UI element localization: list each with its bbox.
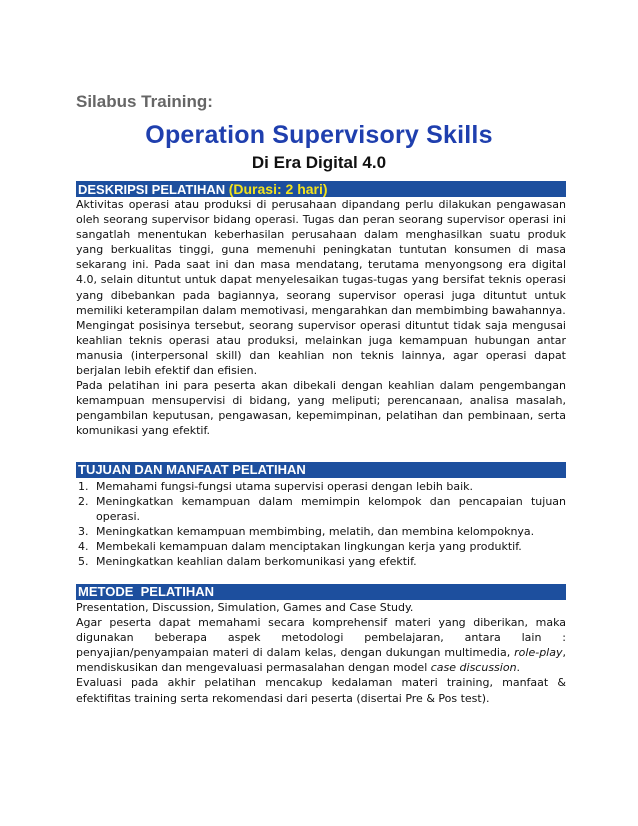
method-text-part: Agar peserta dapat memahami secara komprehensif materi yang diberikan, maka digunakan beberapa aspek metodologi pembelajaran, antara lain : penyajian/penyampaian materi di dalam kelas, dengan dukungan multimedia,: [76, 616, 566, 660]
section-header-tujuan: [76, 462, 566, 478]
course-title: Operation Supervisory Skills: [145, 121, 493, 149]
list-item-text: Membekali kemampuan dalam menciptakan lingkungan kerja yang produktif.: [96, 540, 522, 554]
method-paragraph: [76, 615, 566, 675]
method-text-part: , mendiskusikan dan mengevaluasi permasalahan dengan model: [76, 646, 566, 675]
section-heading: DESKRIPSI PELATIHAN: [78, 182, 226, 197]
section-header-metode: [76, 584, 566, 600]
role-play-term: role-play: [514, 646, 563, 660]
list-item-text: Memahami fungsi-fungsi utama supervisi operasi dengan lebih baik.: [96, 480, 474, 493]
section-heading: METODE PELATIHAN: [78, 584, 215, 599]
description-paragraph: Pada pelatihan ini para peserta akan dibekali dengan keahlian dalam pengembangan kemampuan mensupervisi di bidang, yang meliputi; perencanaan, analisa masalah, pengambilan keputusan, pengawasan, kepemimpinan, pelatihan dan pembinaan, serta komunikasi yang efektif.: [76, 379, 566, 438]
description-paragraph: Mengingat posisinya tersebut, seorang supervisor operasi dituntut tidak saja mengusai keahlian teknis operasi atau produksi, melainkan juga kemampuan hubungan antar manusia (interpersonal skill) dan keahlian non teknis lainnya, agar operasi dapat berjalan lebih efektif dan efisien.: [76, 318, 566, 378]
list-number: 4.: [78, 540, 89, 554]
list-item: [76, 494, 566, 524]
method-text: [76, 600, 566, 706]
list-item: [76, 539, 566, 554]
list-number: 5.: [78, 555, 89, 569]
duration-badge: (Durasi: 2 hari): [228, 181, 328, 197]
list-item: [76, 524, 566, 539]
section-header-deskripsi: [76, 181, 566, 197]
method-text-part: .: [516, 661, 521, 675]
list-number: 1.: [78, 480, 89, 493]
description-text: [76, 197, 566, 439]
list-number: 3.: [78, 525, 89, 539]
list-item-text: Meningkatkan keahlian dalam berkomunikasi yang efektif.: [96, 555, 417, 569]
section-heading: TUJUAN DAN MANFAAT PELATIHAN: [78, 462, 306, 477]
list-number: 2.: [78, 495, 89, 509]
case-discussion-term: case discussion: [430, 661, 517, 675]
list-item-text: Meningkatkan kemampuan membimbing, melatih, dan membina kelompoknya.: [96, 525, 535, 539]
evaluation-paragraph: Evaluasi pada akhir pelatihan mencakup kedalaman materi training, manfaat & efektifitas training serta rekomendasi dari peserta (disertai Pre & Pos test).: [76, 676, 566, 705]
goals-list: [76, 479, 566, 570]
method-line: Presentation, Discussion, Simulation, Games and Case Study.: [76, 601, 414, 614]
document-kicker: Silabus Training:: [76, 92, 213, 111]
list-item: [76, 479, 566, 494]
course-subtitle: Di Era Digital 4.0: [251, 153, 387, 172]
list-item: [76, 554, 566, 569]
list-item-text: Meningkatkan kemampuan dalam memimpin kelompok dan pencapaian tujuan operasi.: [96, 495, 566, 524]
description-paragraph: Aktivitas operasi atau produksi di perusahaan dipandang perlu dilakukan pengawasan oleh seorang supervisor bidang operasi. Tugas dan peran seorang supervisor operasi ini sangatlah menentukan keberhasilan perusahaan dalam menghasilkan suatu produk yang berkualitas tinggi, guna memenuhi peningkatan tuntutan konsumen di masa sekarang ini. Pada saat ini dan masa mendatang, terutama menyongsong era digital 4.0, selain dituntut untuk dapat menyelesaikan tugas-tugas yang bersifat teknis operasi yang dibebankan pada bagiannya, seorang supervisor operasi juga dituntut untuk memiliki keterampilan dalam memotivasi, mengarahkan dan membimbing bawahannya.: [76, 198, 566, 317]
